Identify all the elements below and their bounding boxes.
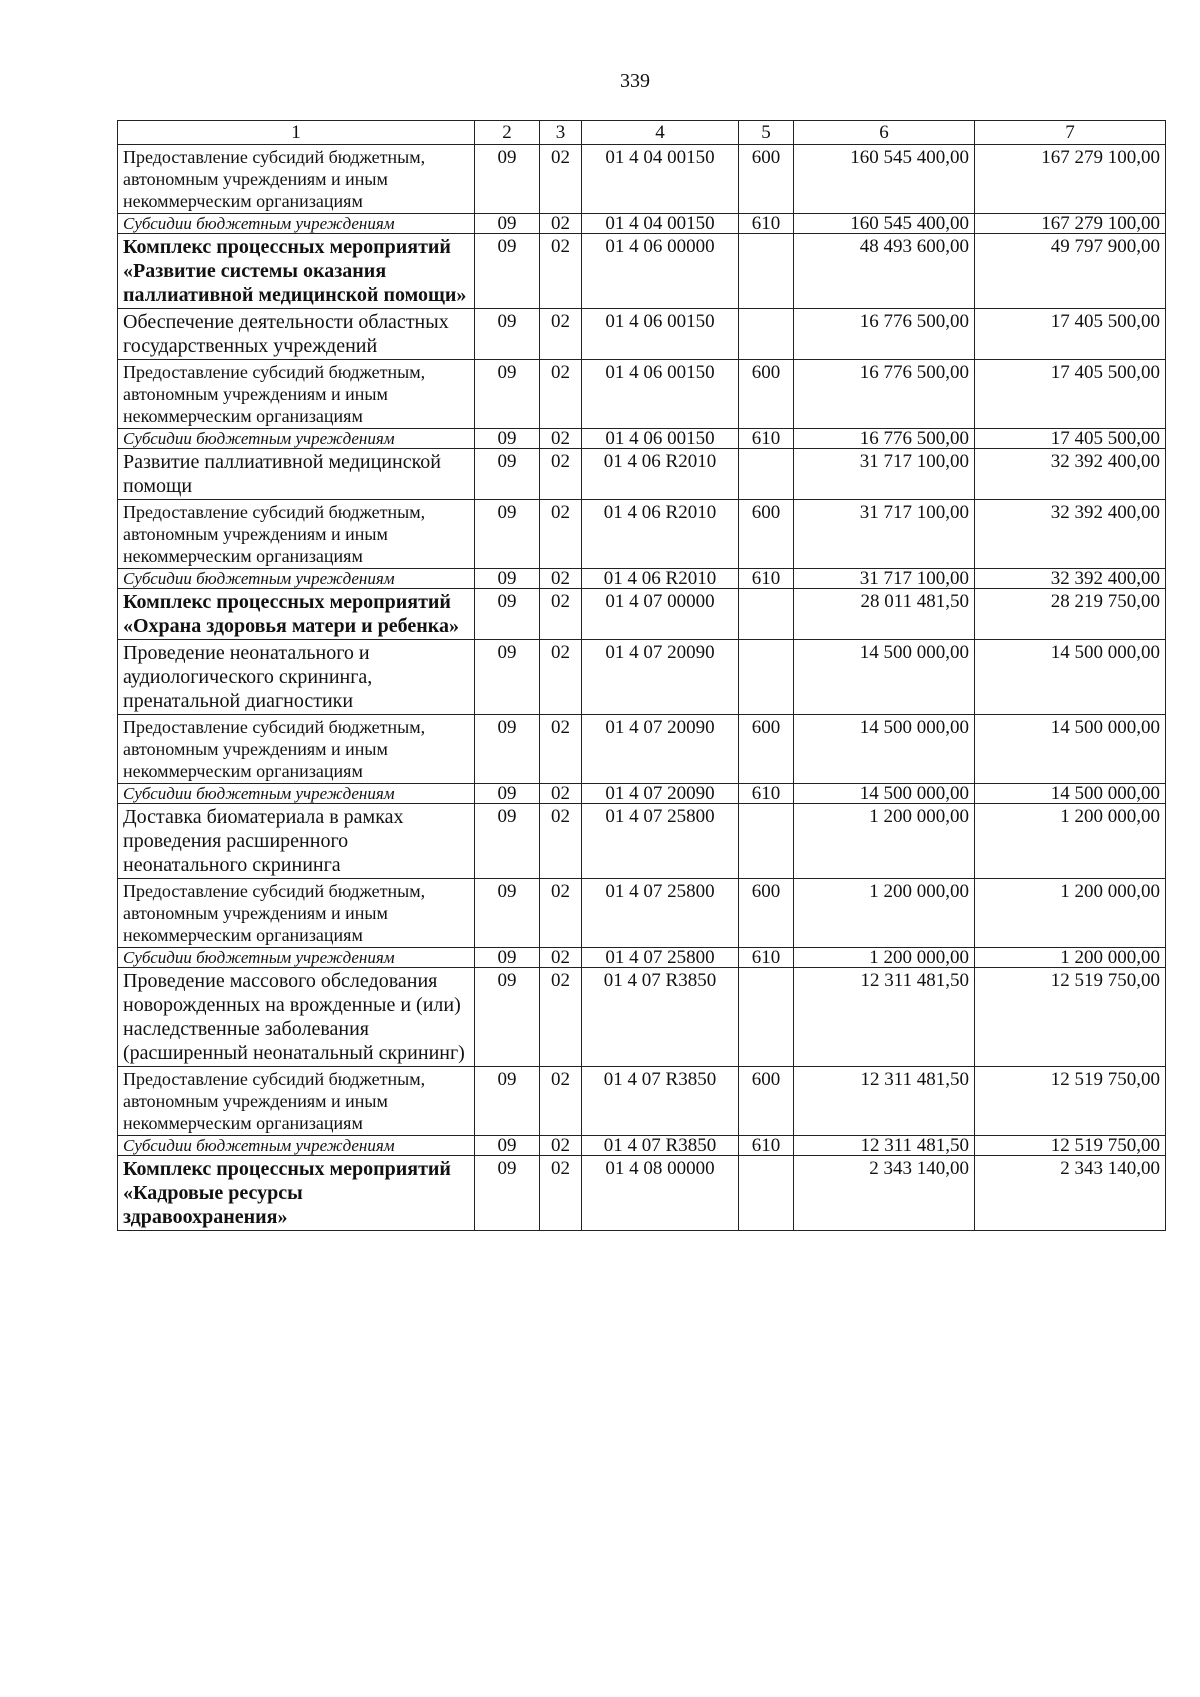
amount-year2-cell: 12 519 750,00 <box>975 968 1166 1067</box>
amount-year1-cell: 14 500 000,00 <box>794 784 975 804</box>
subsection-cell: 02 <box>540 879 582 948</box>
target-article-cell: 01 4 06 00150 <box>582 309 739 360</box>
row-name-cell: Предоставление субсидий бюджетным, автономным учреждениям и иным некоммерческим организациям <box>118 1067 475 1136</box>
section-cell: 09 <box>475 640 540 715</box>
table-row <box>118 589 1166 640</box>
expense-type-cell <box>739 640 794 715</box>
section-cell: 09 <box>475 968 540 1067</box>
section-cell: 09 <box>475 449 540 500</box>
target-article-cell: 01 4 07 00000 <box>582 589 739 640</box>
expense-type-cell: 610 <box>739 429 794 449</box>
amount-year1-cell: 16 776 500,00 <box>794 360 975 429</box>
row-name-cell: Предоставление субсидий бюджетным, автономным учреждениям и иным некоммерческим организациям <box>118 879 475 948</box>
subsection-cell: 02 <box>540 214 582 234</box>
amount-year2-cell: 1 200 000,00 <box>975 948 1166 968</box>
amount-year1-cell: 28 011 481,50 <box>794 589 975 640</box>
table-row <box>118 948 1166 968</box>
expense-type-cell: 610 <box>739 948 794 968</box>
expense-type-cell: 600 <box>739 500 794 569</box>
section-cell: 09 <box>475 1067 540 1136</box>
row-name-cell: Субсидии бюджетным учреждениям <box>118 948 475 968</box>
section-cell: 09 <box>475 429 540 449</box>
section-cell: 09 <box>475 1136 540 1156</box>
amount-year2-cell: 167 279 100,00 <box>975 145 1166 214</box>
target-article-cell: 01 4 06 R2010 <box>582 569 739 589</box>
expense-type-cell <box>739 309 794 360</box>
amount-year1-cell: 1 200 000,00 <box>794 948 975 968</box>
section-cell: 09 <box>475 309 540 360</box>
target-article-cell: 01 4 06 R2010 <box>582 449 739 500</box>
target-article-cell: 01 4 07 20090 <box>582 715 739 784</box>
row-name-cell: Доставка биоматериала в рамках проведения расширенного неонатального скрининга <box>118 804 475 879</box>
expense-type-cell <box>739 804 794 879</box>
table-row <box>118 214 1166 234</box>
column-header-1: 1 <box>118 121 475 145</box>
target-article-cell: 01 4 07 R3850 <box>582 1067 739 1136</box>
amount-year2-cell: 2 343 140,00 <box>975 1156 1166 1231</box>
subsection-cell: 02 <box>540 1156 582 1231</box>
table-header <box>118 121 1166 145</box>
row-name-cell: Комплекс процессных мероприятий «Охрана здоровья матери и ребенка» <box>118 589 475 640</box>
amount-year2-cell: 17 405 500,00 <box>975 360 1166 429</box>
subsection-cell: 02 <box>540 1136 582 1156</box>
amount-year2-cell: 14 500 000,00 <box>975 715 1166 784</box>
column-header-7: 7 <box>975 121 1166 145</box>
amount-year1-cell: 16 776 500,00 <box>794 429 975 449</box>
table-row <box>118 968 1166 1067</box>
amount-year2-cell: 17 405 500,00 <box>975 309 1166 360</box>
subsection-cell: 02 <box>540 968 582 1067</box>
section-cell: 09 <box>475 569 540 589</box>
amount-year2-cell: 12 519 750,00 <box>975 1136 1166 1156</box>
section-cell: 09 <box>475 784 540 804</box>
row-name-cell: Развитие паллиативной медицинской помощи <box>118 449 475 500</box>
amount-year2-cell: 1 200 000,00 <box>975 804 1166 879</box>
amount-year2-cell: 28 219 750,00 <box>975 589 1166 640</box>
row-name-cell: Предоставление субсидий бюджетным, автономным учреждениям и иным некоммерческим организациям <box>118 715 475 784</box>
amount-year2-cell: 32 392 400,00 <box>975 500 1166 569</box>
table-row <box>118 879 1166 948</box>
expense-type-cell: 610 <box>739 214 794 234</box>
section-cell: 09 <box>475 500 540 569</box>
amount-year1-cell: 48 493 600,00 <box>794 234 975 309</box>
row-name-cell: Субсидии бюджетным учреждениям <box>118 784 475 804</box>
amount-year2-cell: 49 797 900,00 <box>975 234 1166 309</box>
target-article-cell: 01 4 04 00150 <box>582 214 739 234</box>
page-number: 339 <box>620 70 650 92</box>
expense-type-cell <box>739 1156 794 1231</box>
amount-year1-cell: 31 717 100,00 <box>794 449 975 500</box>
amount-year2-cell: 32 392 400,00 <box>975 449 1166 500</box>
row-name-cell: Комплекс процессных мероприятий «Развитие системы оказания паллиативной медицинской помощи» <box>118 234 475 309</box>
row-name-cell: Субсидии бюджетным учреждениям <box>118 214 475 234</box>
table-row <box>118 640 1166 715</box>
subsection-cell: 02 <box>540 145 582 214</box>
section-cell: 09 <box>475 948 540 968</box>
subsection-cell: 02 <box>540 500 582 569</box>
column-header-6: 6 <box>794 121 975 145</box>
amount-year1-cell: 14 500 000,00 <box>794 640 975 715</box>
amount-year2-cell: 167 279 100,00 <box>975 214 1166 234</box>
section-cell: 09 <box>475 1156 540 1231</box>
amount-year1-cell: 31 717 100,00 <box>794 569 975 589</box>
column-header-2: 2 <box>475 121 540 145</box>
row-name-cell: Обеспечение деятельности областных государственных учреждений <box>118 309 475 360</box>
subsection-cell: 02 <box>540 784 582 804</box>
expense-type-cell <box>739 449 794 500</box>
target-article-cell: 01 4 06 00000 <box>582 234 739 309</box>
subsection-cell: 02 <box>540 234 582 309</box>
table-row <box>118 309 1166 360</box>
section-cell: 09 <box>475 804 540 879</box>
table-row <box>118 145 1166 214</box>
row-name-cell: Проведение неонатального и аудиологического скрининга, пренатальной диагностики <box>118 640 475 715</box>
amount-year1-cell: 160 545 400,00 <box>794 145 975 214</box>
row-name-cell: Предоставление субсидий бюджетным, автономным учреждениям и иным некоммерческим организациям <box>118 360 475 429</box>
column-header-4: 4 <box>582 121 739 145</box>
subsection-cell: 02 <box>540 429 582 449</box>
target-article-cell: 01 4 06 R2010 <box>582 500 739 569</box>
target-article-cell: 01 4 06 00150 <box>582 429 739 449</box>
subsection-cell: 02 <box>540 948 582 968</box>
amount-year1-cell: 14 500 000,00 <box>794 715 975 784</box>
table-row <box>118 715 1166 784</box>
amount-year1-cell: 160 545 400,00 <box>794 214 975 234</box>
amount-year1-cell: 16 776 500,00 <box>794 309 975 360</box>
target-article-cell: 01 4 07 25800 <box>582 948 739 968</box>
expense-type-cell: 600 <box>739 1067 794 1136</box>
subsection-cell: 02 <box>540 449 582 500</box>
amount-year1-cell: 1 200 000,00 <box>794 804 975 879</box>
section-cell: 09 <box>475 715 540 784</box>
target-article-cell: 01 4 07 20090 <box>582 784 739 804</box>
expense-type-cell: 610 <box>739 1136 794 1156</box>
subsection-cell: 02 <box>540 804 582 879</box>
table-row <box>118 1067 1166 1136</box>
target-article-cell: 01 4 08 00000 <box>582 1156 739 1231</box>
row-name-cell: Предоставление субсидий бюджетным, автономным учреждениям и иным некоммерческим организациям <box>118 145 475 214</box>
expense-type-cell: 610 <box>739 569 794 589</box>
target-article-cell: 01 4 06 00150 <box>582 360 739 429</box>
row-name-cell: Субсидии бюджетным учреждениям <box>118 1136 475 1156</box>
table-row <box>118 1156 1166 1231</box>
amount-year2-cell: 12 519 750,00 <box>975 1067 1166 1136</box>
amount-year2-cell: 14 500 000,00 <box>975 640 1166 715</box>
expense-type-cell: 600 <box>739 360 794 429</box>
section-cell: 09 <box>475 879 540 948</box>
section-cell: 09 <box>475 234 540 309</box>
expense-type-cell <box>739 234 794 309</box>
amount-year1-cell: 12 311 481,50 <box>794 968 975 1067</box>
table-row <box>118 234 1166 309</box>
expense-type-cell: 600 <box>739 145 794 214</box>
target-article-cell: 01 4 04 00150 <box>582 145 739 214</box>
row-name-cell: Комплекс процессных мероприятий «Кадровые ресурсы здравоохранения» <box>118 1156 475 1231</box>
table-row <box>118 1136 1166 1156</box>
subsection-cell: 02 <box>540 589 582 640</box>
table-row <box>118 429 1166 449</box>
table-row <box>118 784 1166 804</box>
column-header-3: 3 <box>540 121 582 145</box>
column-header-5: 5 <box>739 121 794 145</box>
table-row <box>118 804 1166 879</box>
row-name-cell: Предоставление субсидий бюджетным, автономным учреждениям и иным некоммерческим организациям <box>118 500 475 569</box>
section-cell: 09 <box>475 589 540 640</box>
subsection-cell: 02 <box>540 715 582 784</box>
subsection-cell: 02 <box>540 309 582 360</box>
subsection-cell: 02 <box>540 1067 582 1136</box>
budget-table <box>117 120 1166 1231</box>
subsection-cell: 02 <box>540 569 582 589</box>
target-article-cell: 01 4 07 R3850 <box>582 1136 739 1156</box>
expense-type-cell <box>739 589 794 640</box>
section-cell: 09 <box>475 214 540 234</box>
row-name-cell: Субсидии бюджетным учреждениям <box>118 569 475 589</box>
expense-type-cell: 600 <box>739 879 794 948</box>
amount-year1-cell: 1 200 000,00 <box>794 879 975 948</box>
amount-year2-cell: 32 392 400,00 <box>975 569 1166 589</box>
amount-year2-cell: 17 405 500,00 <box>975 429 1166 449</box>
target-article-cell: 01 4 07 20090 <box>582 640 739 715</box>
table-row <box>118 500 1166 569</box>
amount-year2-cell: 14 500 000,00 <box>975 784 1166 804</box>
target-article-cell: 01 4 07 R3850 <box>582 968 739 1067</box>
amount-year1-cell: 12 311 481,50 <box>794 1067 975 1136</box>
subsection-cell: 02 <box>540 360 582 429</box>
table-row <box>118 360 1166 429</box>
section-cell: 09 <box>475 145 540 214</box>
subsection-cell: 02 <box>540 640 582 715</box>
amount-year2-cell: 1 200 000,00 <box>975 879 1166 948</box>
target-article-cell: 01 4 07 25800 <box>582 879 739 948</box>
target-article-cell: 01 4 07 25800 <box>582 804 739 879</box>
row-name-cell: Проведение массового обследования новорожденных на врожденные и (или) наследственные заболевания (расширенный неонатальный скрининг) <box>118 968 475 1067</box>
table-row <box>118 449 1166 500</box>
expense-type-cell: 600 <box>739 715 794 784</box>
row-name-cell: Субсидии бюджетным учреждениям <box>118 429 475 449</box>
expense-type-cell: 610 <box>739 784 794 804</box>
expense-type-cell <box>739 968 794 1067</box>
section-cell: 09 <box>475 360 540 429</box>
amount-year1-cell: 31 717 100,00 <box>794 500 975 569</box>
amount-year1-cell: 12 311 481,50 <box>794 1136 975 1156</box>
amount-year1-cell: 2 343 140,00 <box>794 1156 975 1231</box>
table-body <box>118 145 1166 1231</box>
table-row <box>118 569 1166 589</box>
